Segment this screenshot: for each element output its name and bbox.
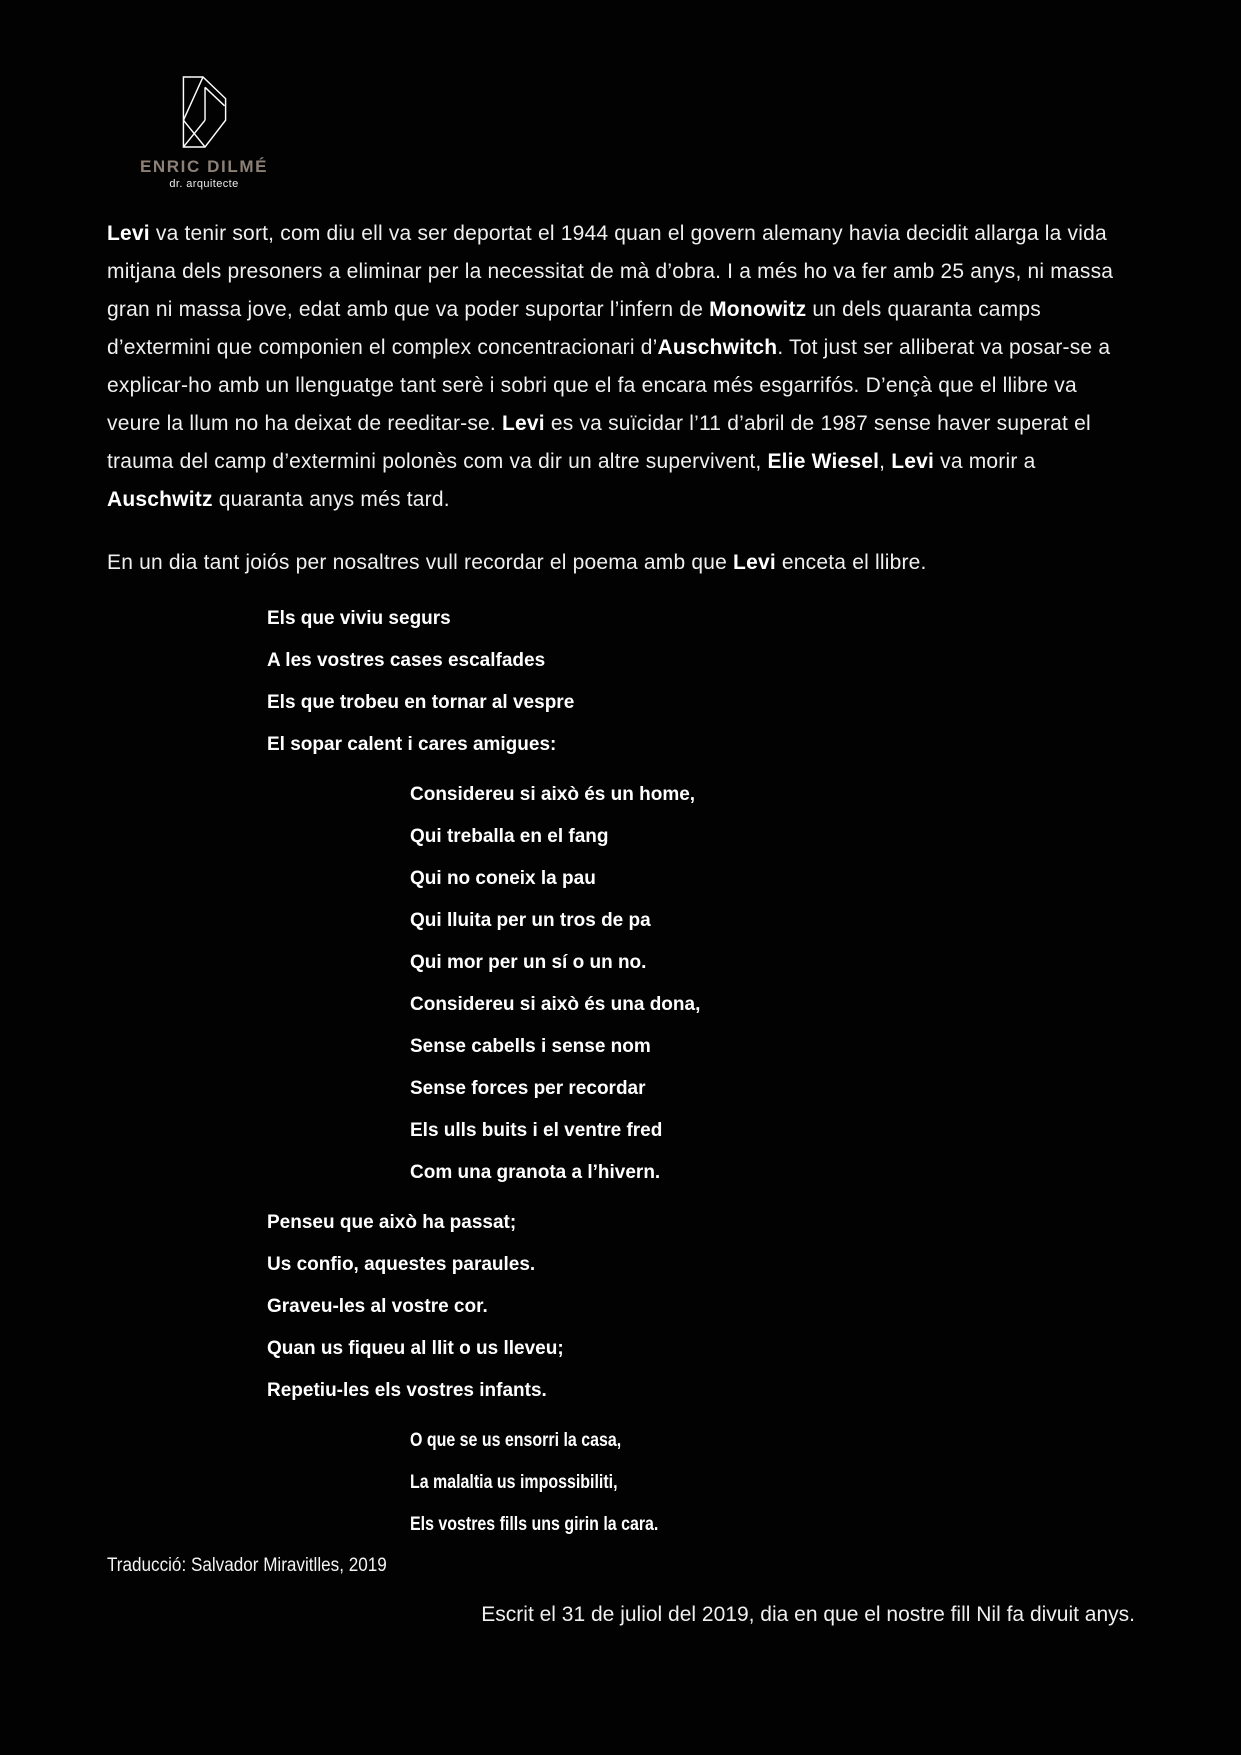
brand-subtitle: dr. arquitecte xyxy=(169,178,239,190)
poem-line: Us confio, aquestes paraules. xyxy=(267,1254,536,1275)
bold-name: Levi xyxy=(891,450,935,473)
poem xyxy=(107,607,1135,1536)
poem-line: Quan us fiqueu al llit o us lleveu; xyxy=(267,1338,564,1359)
body-text: un dels quaranta camps d’extermini que componien el complex concentracionari d’ xyxy=(107,298,1041,359)
poem-line: Qui treballa en el fang xyxy=(410,826,609,847)
bold-name: Auschwitz xyxy=(107,488,213,511)
body-text: . Tot just ser alliberat va posar-se a explicar-ho amb un llenguatge tant serè i sobri que el fa encara més esgarrifós. D’ençà que el llibre va veure la llum no ha deixat de reeditar-se. xyxy=(107,336,1111,435)
poem-line: O que se us ensorri la casa, xyxy=(410,1430,622,1451)
poem-line: Sense cabells i sense nom xyxy=(410,1036,651,1057)
brand-name: ENRIC DILMÉ xyxy=(139,157,269,176)
bold-name: Auschwitch xyxy=(657,336,778,359)
bold-name: Monowitz xyxy=(709,298,807,321)
bold-name: Levi xyxy=(501,412,545,435)
poem-line: Sense forces per recordar xyxy=(410,1078,646,1099)
body-text: es va suïcidar l’11 d’abril de 1987 sense haver superat el trauma del camp d’extermini polonès com va dir un altre supervivent, xyxy=(107,412,1091,473)
bold-name: Elie Wiesel xyxy=(767,450,880,473)
bold-name: Levi xyxy=(107,222,150,245)
body-text: va morir a xyxy=(934,450,1036,473)
poem-line: El sopar calent i cares amigues: xyxy=(267,734,557,755)
poem-line: Considereu si això és una dona, xyxy=(410,994,701,1015)
body-text: , xyxy=(879,450,892,473)
poem-line: Els vostres fills uns girin la cara. xyxy=(410,1514,659,1535)
poem-line: Qui mor per un sí o un no. xyxy=(410,952,647,973)
intro-paragraph-1 xyxy=(107,215,1135,519)
poem-line: Penseu que això ha passat; xyxy=(267,1212,517,1233)
poem-line: Graveu-les al vostre cor. xyxy=(267,1296,488,1317)
closing-line: Escrit el 31 de juliol del 2019, dia en que el nostre fill Nil fa divuit anys. xyxy=(481,1603,1135,1626)
letterhead xyxy=(129,76,279,190)
enric-dilme-logo-icon xyxy=(179,76,229,148)
poem-line: Repetiu-les els vostres infants. xyxy=(267,1380,547,1401)
intro-paragraph-2 xyxy=(107,544,1135,582)
poem-line: Els que viviu segurs xyxy=(267,608,451,629)
poem-line: Qui lluita per un tros de pa xyxy=(410,910,651,931)
poem-line: Qui no coneix la pau xyxy=(410,868,596,889)
bold-name: Levi xyxy=(733,551,776,574)
body-text: va tenir sort, com diu ell va ser deportat el 1944 quan el govern alemany havia decidit allarga la vida mitjana dels presoners a eliminar per la necessitat de mà d’obra. I a més ho va fer amb 25 anys, ni massa gran ni massa jove, edat amb que va poder suportar l’infern de xyxy=(107,222,1114,321)
poem-line: Els que trobeu en tornar al vespre xyxy=(267,692,575,713)
body-text: enceta el llibre. xyxy=(775,551,927,574)
body-text: En un dia tant joiós per nosaltres vull recordar el poema amb que xyxy=(107,551,734,574)
poem-line: La malaltia us impossibiliti, xyxy=(410,1472,618,1493)
poem-line: Considereu si això és un home, xyxy=(410,784,696,805)
translation-credit: Traducció: Salvador Miravitlles, 2019 xyxy=(107,1555,387,1576)
poem-line: Els ulls buits i el ventre fred xyxy=(410,1120,663,1141)
body-text: quaranta anys més tard. xyxy=(212,488,450,511)
poem-line: Com una granota a l’hivern. xyxy=(410,1162,661,1183)
poem-line: A les vostres cases escalfades xyxy=(267,650,546,671)
